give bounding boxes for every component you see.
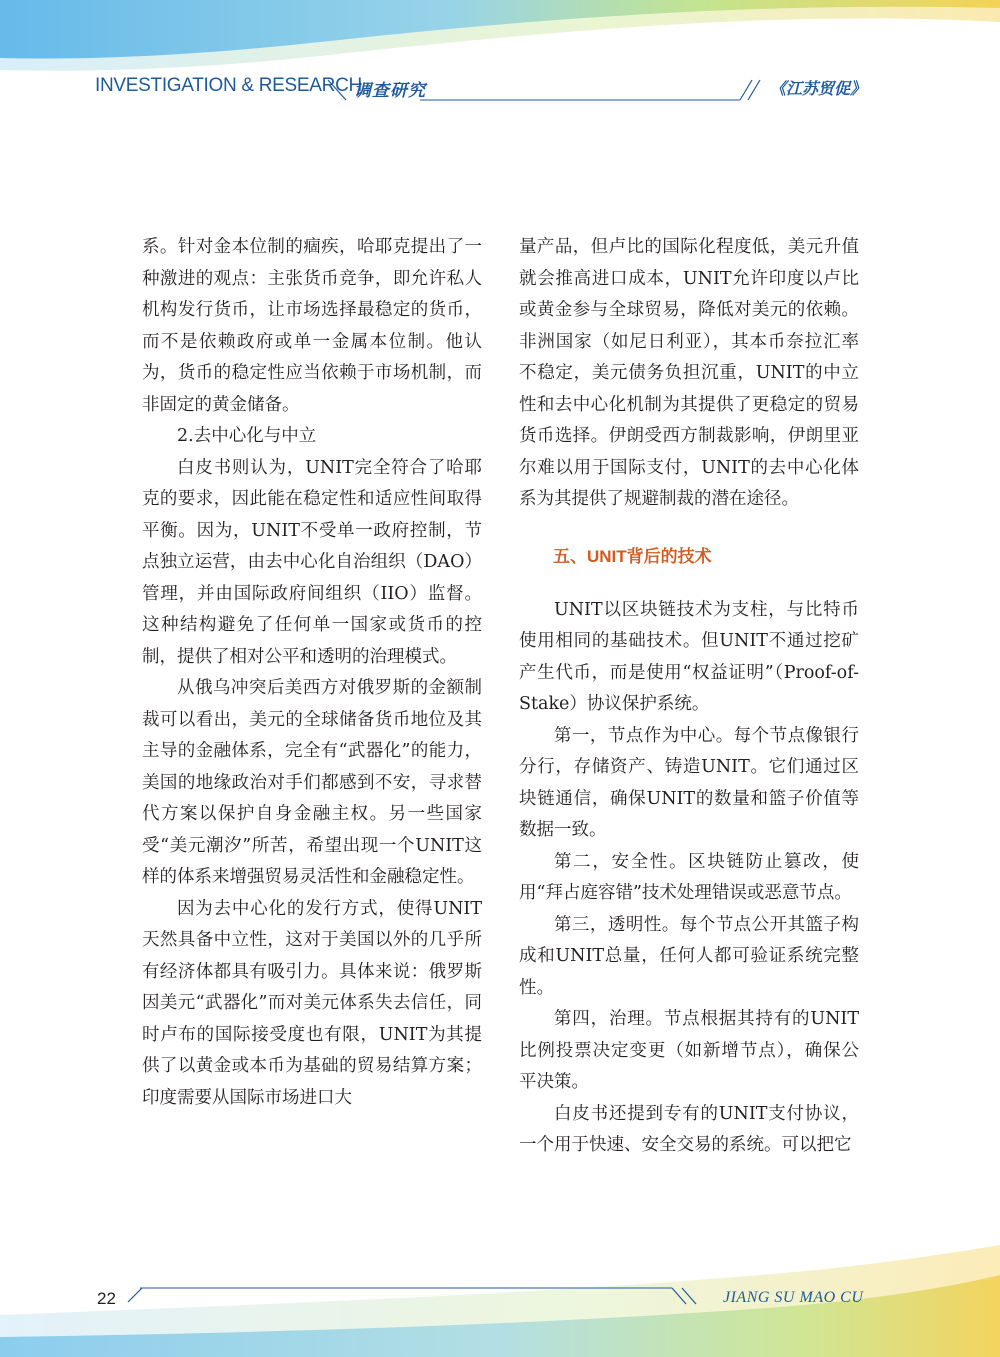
paragraph: 白皮书则认为，UNIT完全符合了哈耶克的要求，因此能在稳定性和适应性间取得平衡。因为，UNIT不受单一政府控制，节点独立运营，由去中心化自治组织（DAO）管理，并由国际政府间组织（IIO）监督。这种结构避免了任何单一国家或货币的控制，提供了相对公平和透明的治理模式。 bbox=[142, 457, 482, 667]
paragraph: 白皮书还提到专有的UNIT支付协议，一个用于快速、安全交易的系统。可以把它 bbox=[519, 1103, 859, 1155]
paragraph: 第一，节点作为中心。每个节点像银行分行，存储资产、铸造UNIT。它们通过区块链通信，确保UNIT的数量和篮子价值等数据一致。 bbox=[519, 725, 859, 840]
right-column bbox=[519, 232, 859, 1162]
paragraph: 量产品，但卢比的国际化程度低，美元升值就会推高进口成本，UNIT允许印度以卢比或黄金参与全球贸易，降低对美元的依赖。非洲国家（如尼日利亚），其本币奈拉汇率不稳定，美元债务负担沉重，UNIT的中立性和去中心化机制为其提供了更稳定的贸易货币选择。伊朗受西方制裁影响，伊朗里亚尔难以用于国际支付，UNIT的去中心化体系为其提供了规避制裁的潜在途径。 bbox=[519, 237, 859, 509]
header-section-english: INVESTIGATION & RESEARCH bbox=[95, 75, 362, 96]
paragraph: 系。针对金本位制的痼疾，哈耶克提出了一种激进的观点：主张货币竞争，即允许私人机构发行货币，让市场选择最稳定的货币，而不是依赖政府或单一金属本位制。他认为，货币的稳定性应当依赖于市场机制，而非固定的黄金储备。 bbox=[142, 237, 482, 415]
header-column-title: 调查研究 bbox=[354, 81, 426, 101]
paragraph: 从俄乌冲突后美西方对俄罗斯的金额制裁可以看出，美元的全球储备货币地位及其主导的金融体系，完全有“武器化”的能力，美国的地缘政治对手们都感到不安，寻求替代方案以保护自身金融主权。另一些国家受“美元潮汐”所苦，希望出现一个UNIT这样的体系来增强贸易灵活性和金融稳定性。 bbox=[142, 678, 482, 887]
paragraph: 因为去中心化的发行方式，使得UNIT天然具备中立性，这对于美国以外的几乎所有经济体都具有吸引力。具体来说：俄罗斯因美元“武器化”而对美元体系失去信任，同时卢布的国际接受度也有限，UNIT为其提供了以黄金或本币为基础的贸易结算方案；印度需要从国际市场进口大 bbox=[142, 898, 482, 1108]
paragraph: UNIT以区块链技术为支柱，与比特币使用相同的基础技术。但UNIT不通过挖矿产生代币，而是使用“权益证明”（Proof-of-Stake）协议保护系统。 bbox=[519, 599, 859, 714]
header-magazine-title: 《江苏贸促》 bbox=[770, 79, 867, 98]
paragraph: 第二，安全性。区块链防止篡改，使用“拜占庭容错”技术处理错误或恶意节点。 bbox=[519, 851, 859, 903]
page-number: 22 bbox=[97, 1289, 116, 1308]
sub-heading: 2.去中心化与中立 bbox=[177, 426, 317, 446]
section-heading: 五、UNIT背后的技术 bbox=[553, 546, 712, 566]
paragraph: 第四，治理。节点根据其持有的UNIT比例投票决定变更（如新增节点），确保公平决策。 bbox=[519, 1009, 859, 1092]
paragraph: 第三，透明性。每个节点公开其篮子构成和UNIT总量，任何人都可验证系统完整性。 bbox=[519, 914, 859, 998]
footer-magazine-name: JIANG SU MAO CU bbox=[723, 1289, 864, 1306]
left-column bbox=[142, 232, 482, 1114]
